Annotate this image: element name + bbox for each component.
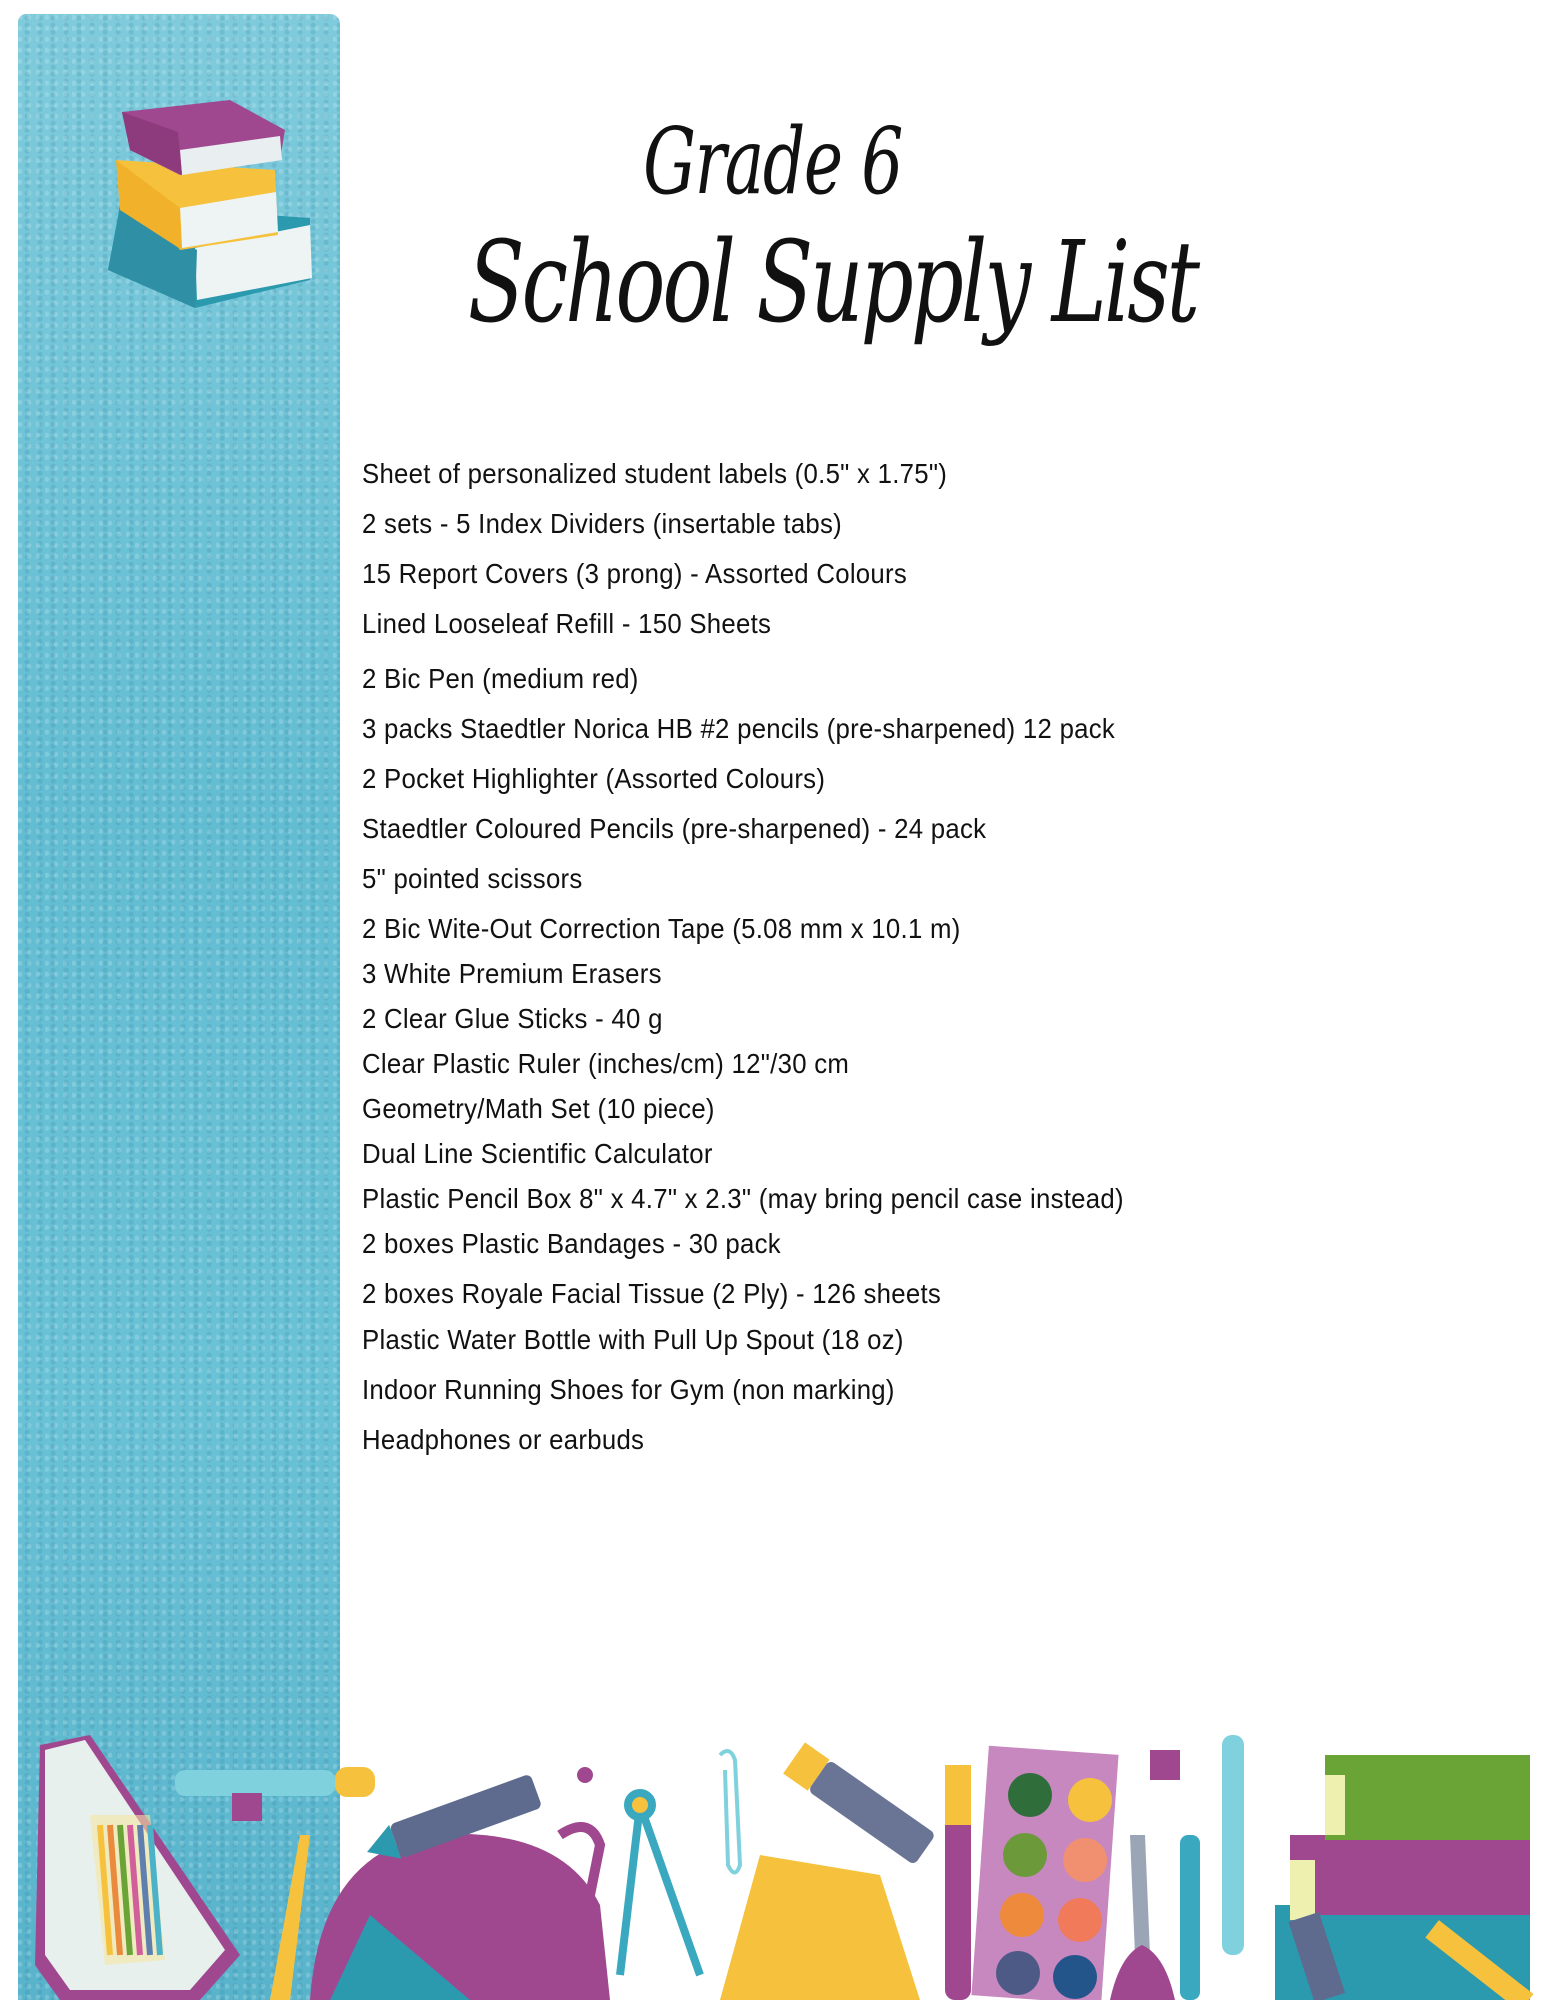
supply-item: 3 packs Staedtler Norica HB #2 pencils (pre-sharpened) 12 pack — [362, 713, 1116, 744]
fountain-pen-icon — [1180, 1835, 1200, 2000]
supply-item: Sheet of personalized student labels (0.5" x 1.75") — [362, 458, 948, 489]
supply-item: 2 Bic Pen (medium red) — [362, 663, 639, 694]
supply-item: Plastic Pencil Box 8" x 4.7" x 2.3" (may bring pencil case instead) — [362, 1183, 1124, 1214]
supply-item: Geometry/Math Set (10 piece) — [362, 1093, 715, 1124]
scissors-icon — [1110, 1835, 1175, 2000]
notebook-icon — [720, 1855, 920, 2000]
supply-item: 2 boxes Plastic Bandages - 30 pack — [362, 1228, 781, 1259]
page-title-grade: Grade 6 — [643, 108, 902, 215]
supply-item: Lined Looseleaf Refill - 150 Sheets — [362, 608, 772, 639]
supply-item: Plastic Water Bottle with Pull Up Spout (18 oz) — [362, 1324, 904, 1355]
supply-item: 2 Pocket Highlighter (Assorted Colours) — [362, 763, 826, 794]
pen-icon — [1222, 1735, 1244, 1955]
binder-clip-icon — [232, 1793, 262, 1821]
compass-icon — [620, 1793, 700, 1975]
school-supplies-illustration — [0, 1715, 1545, 2000]
backpack-icon — [310, 1827, 610, 2000]
supply-item: 2 boxes Royale Facial Tissue (2 Ply) - 126 sheets — [362, 1278, 942, 1309]
supply-item: 2 Bic Wite-Out Correction Tape (5.08 mm x 10.1 m) — [362, 913, 961, 944]
pencil-icon — [270, 1835, 310, 2000]
supply-list — [362, 452, 1190, 1468]
supply-item: Headphones or earbuds — [362, 1424, 645, 1455]
supply-item: Dual Line Scientific Calculator — [362, 1138, 713, 1169]
supply-item: Staedtler Coloured Pencils (pre-sharpened) - 24 pack — [362, 813, 987, 844]
watercolor-palette-icon — [971, 1746, 1118, 2000]
crayon-icon — [783, 1742, 936, 1865]
supply-item: Indoor Running Shoes for Gym (non marking) — [362, 1374, 895, 1405]
supply-item: 3 White Premium Erasers — [362, 958, 662, 989]
paperclip-icon — [720, 1751, 740, 1873]
supply-item: 15 Report Covers (3 prong) - Assorted Colours — [362, 558, 908, 589]
binder-clip-icon — [1150, 1750, 1180, 1780]
thumbtack-icon — [577, 1767, 593, 1783]
page-title-supply-list: School Supply List — [467, 218, 1198, 348]
supply-item: 5" pointed scissors — [362, 863, 583, 894]
supply-item: 2 Clear Glue Sticks - 40 g — [362, 1003, 663, 1034]
supply-item: 2 sets - 5 Index Dividers (insertable tabs) — [362, 508, 843, 539]
highlighter-icon — [175, 1767, 375, 1797]
supply-item: Clear Plastic Ruler (inches/cm) 12"/30 cm — [362, 1048, 850, 1079]
